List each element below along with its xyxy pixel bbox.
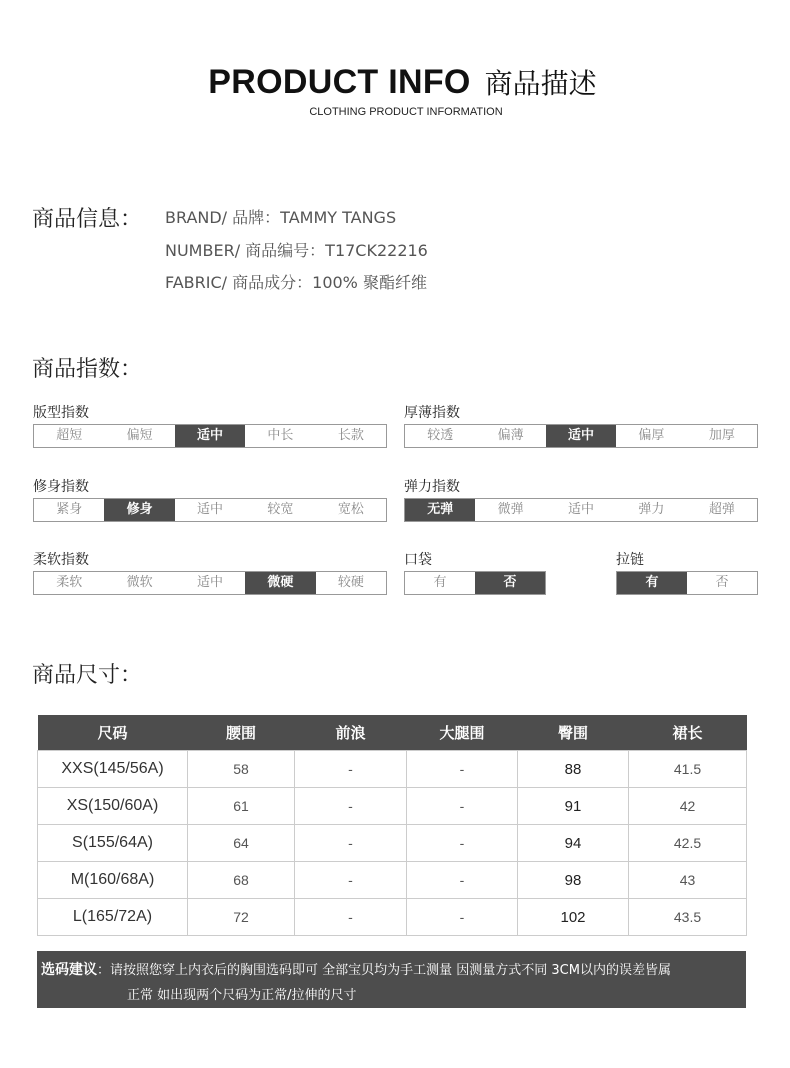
table-cell: M(160/68A) bbox=[38, 862, 188, 899]
page-title bbox=[0, 62, 790, 102]
softness-index-label: 柔软指数 bbox=[33, 552, 89, 568]
table-row bbox=[38, 825, 747, 862]
softness-option: 柔软 bbox=[56, 575, 83, 590]
thickness-option-selected: 适中 bbox=[546, 425, 616, 447]
silhouette-index-label: 版型指数 bbox=[33, 405, 89, 421]
thickness-index-scale bbox=[404, 424, 758, 448]
fit-option: 适中 bbox=[197, 502, 224, 517]
note-line-1: ：请按照您穿上内衣后的胸围选码即可 全部宝贝均为手工测量 因测量方式不同 3CM以内的误差皆属 bbox=[97, 963, 671, 978]
silhouette-option: 长款 bbox=[337, 428, 364, 443]
table-cell: - bbox=[407, 788, 518, 825]
size-advice-note bbox=[37, 951, 746, 1008]
header-waist: 腰围 bbox=[188, 715, 295, 751]
fit-option: 紧身 bbox=[56, 502, 83, 517]
thickness-option: 加厚 bbox=[708, 428, 735, 443]
table-cell: L(165/72A) bbox=[38, 899, 188, 936]
note-line-2: 正常 如出现两个尺码为正常/拉伸的尺寸 bbox=[127, 988, 357, 1003]
pocket-option-selected: 否 bbox=[475, 572, 545, 594]
table-cell: - bbox=[295, 788, 407, 825]
silhouette-option: 超短 bbox=[56, 428, 83, 443]
table-cell: 64 bbox=[188, 825, 295, 862]
header-skirt-length: 裙长 bbox=[629, 715, 747, 751]
thickness-option: 较透 bbox=[427, 428, 454, 443]
fabric-line: FABRIC/ 商品成分：100% 聚酯纤维 bbox=[165, 273, 427, 292]
size-table bbox=[37, 715, 747, 936]
header-size: 尺码 bbox=[38, 715, 188, 751]
table-row bbox=[38, 899, 747, 936]
table-cell: 41.5 bbox=[629, 751, 747, 788]
zipper-index-scale bbox=[616, 571, 758, 595]
table-cell: 88 bbox=[518, 751, 629, 788]
size-table-header bbox=[38, 715, 747, 751]
table-cell: 43 bbox=[629, 862, 747, 899]
zipper-option-selected: 有 bbox=[617, 572, 687, 594]
thickness-index-label: 厚薄指数 bbox=[404, 405, 460, 421]
table-cell: - bbox=[407, 899, 518, 936]
fit-index-label: 修身指数 bbox=[33, 479, 89, 495]
brand-line: BRAND/ 品牌：TAMMY TANGS bbox=[165, 208, 397, 227]
table-row bbox=[38, 751, 747, 788]
table-cell: 91 bbox=[518, 788, 629, 825]
table-cell: 42 bbox=[629, 788, 747, 825]
sizes-section-title: 商品尺寸： bbox=[32, 663, 143, 688]
table-cell: - bbox=[295, 899, 407, 936]
table-cell: 68 bbox=[188, 862, 295, 899]
pocket-option: 有 bbox=[433, 575, 447, 590]
table-cell: - bbox=[407, 862, 518, 899]
stretch-option-selected: 无弹 bbox=[405, 499, 475, 521]
note-label: 选码建议 bbox=[41, 962, 97, 978]
zipper-index-label: 拉链 bbox=[616, 552, 644, 568]
thickness-option: 偏厚 bbox=[638, 428, 665, 443]
table-cell: 42.5 bbox=[629, 825, 747, 862]
stretch-option: 适中 bbox=[568, 502, 595, 517]
table-cell: 43.5 bbox=[629, 899, 747, 936]
table-row bbox=[38, 862, 747, 899]
stretch-index-label: 弹力指数 bbox=[404, 479, 460, 495]
softness-option: 微软 bbox=[126, 575, 153, 590]
softness-index-scale bbox=[33, 571, 387, 595]
silhouette-option: 偏短 bbox=[126, 428, 153, 443]
table-cell: - bbox=[407, 825, 518, 862]
header-hip: 臀围 bbox=[518, 715, 629, 751]
fit-index-scale bbox=[33, 498, 387, 522]
softness-option-selected: 微硬 bbox=[245, 572, 315, 594]
title-en: PRODUCT INFO bbox=[208, 63, 471, 101]
table-cell: - bbox=[407, 751, 518, 788]
table-cell: XXS(145/56A) bbox=[38, 751, 188, 788]
info-section-title: 商品信息： bbox=[32, 207, 143, 232]
page-subtitle: CLOTHING PRODUCT INFORMATION bbox=[309, 106, 503, 118]
table-row bbox=[38, 788, 747, 825]
thickness-option: 偏薄 bbox=[497, 428, 524, 443]
zipper-option: 否 bbox=[715, 575, 729, 590]
table-cell: 61 bbox=[188, 788, 295, 825]
table-cell: 98 bbox=[518, 862, 629, 899]
fit-option: 较宽 bbox=[267, 502, 294, 517]
pocket-index-scale bbox=[404, 571, 546, 595]
stretch-option: 微弹 bbox=[497, 502, 524, 517]
stretch-option: 弹力 bbox=[638, 502, 665, 517]
silhouette-option: 中长 bbox=[267, 428, 294, 443]
table-cell: 58 bbox=[188, 751, 295, 788]
silhouette-index-scale bbox=[33, 424, 387, 448]
table-cell: XS(150/60A) bbox=[38, 788, 188, 825]
fit-option: 宽松 bbox=[337, 502, 364, 517]
table-cell: - bbox=[295, 751, 407, 788]
table-cell: 94 bbox=[518, 825, 629, 862]
stretch-index-scale bbox=[404, 498, 758, 522]
table-cell: 72 bbox=[188, 899, 295, 936]
table-cell: - bbox=[295, 825, 407, 862]
pocket-index-label: 口袋 bbox=[404, 552, 432, 568]
silhouette-option-selected: 适中 bbox=[175, 425, 245, 447]
table-cell: 102 bbox=[518, 899, 629, 936]
softness-option: 适中 bbox=[197, 575, 224, 590]
stretch-option: 超弹 bbox=[708, 502, 735, 517]
table-cell: S(155/64A) bbox=[38, 825, 188, 862]
number-line: NUMBER/ 商品编号：T17CK22216 bbox=[165, 241, 428, 260]
softness-option: 较硬 bbox=[337, 575, 364, 590]
fit-option-selected: 修身 bbox=[104, 499, 174, 521]
table-cell: - bbox=[295, 862, 407, 899]
header-thigh: 大腿围 bbox=[407, 715, 518, 751]
indices-section-title: 商品指数： bbox=[32, 357, 143, 382]
title-cn: 商品描述 bbox=[484, 67, 597, 100]
header-front-rise: 前浪 bbox=[295, 715, 407, 751]
